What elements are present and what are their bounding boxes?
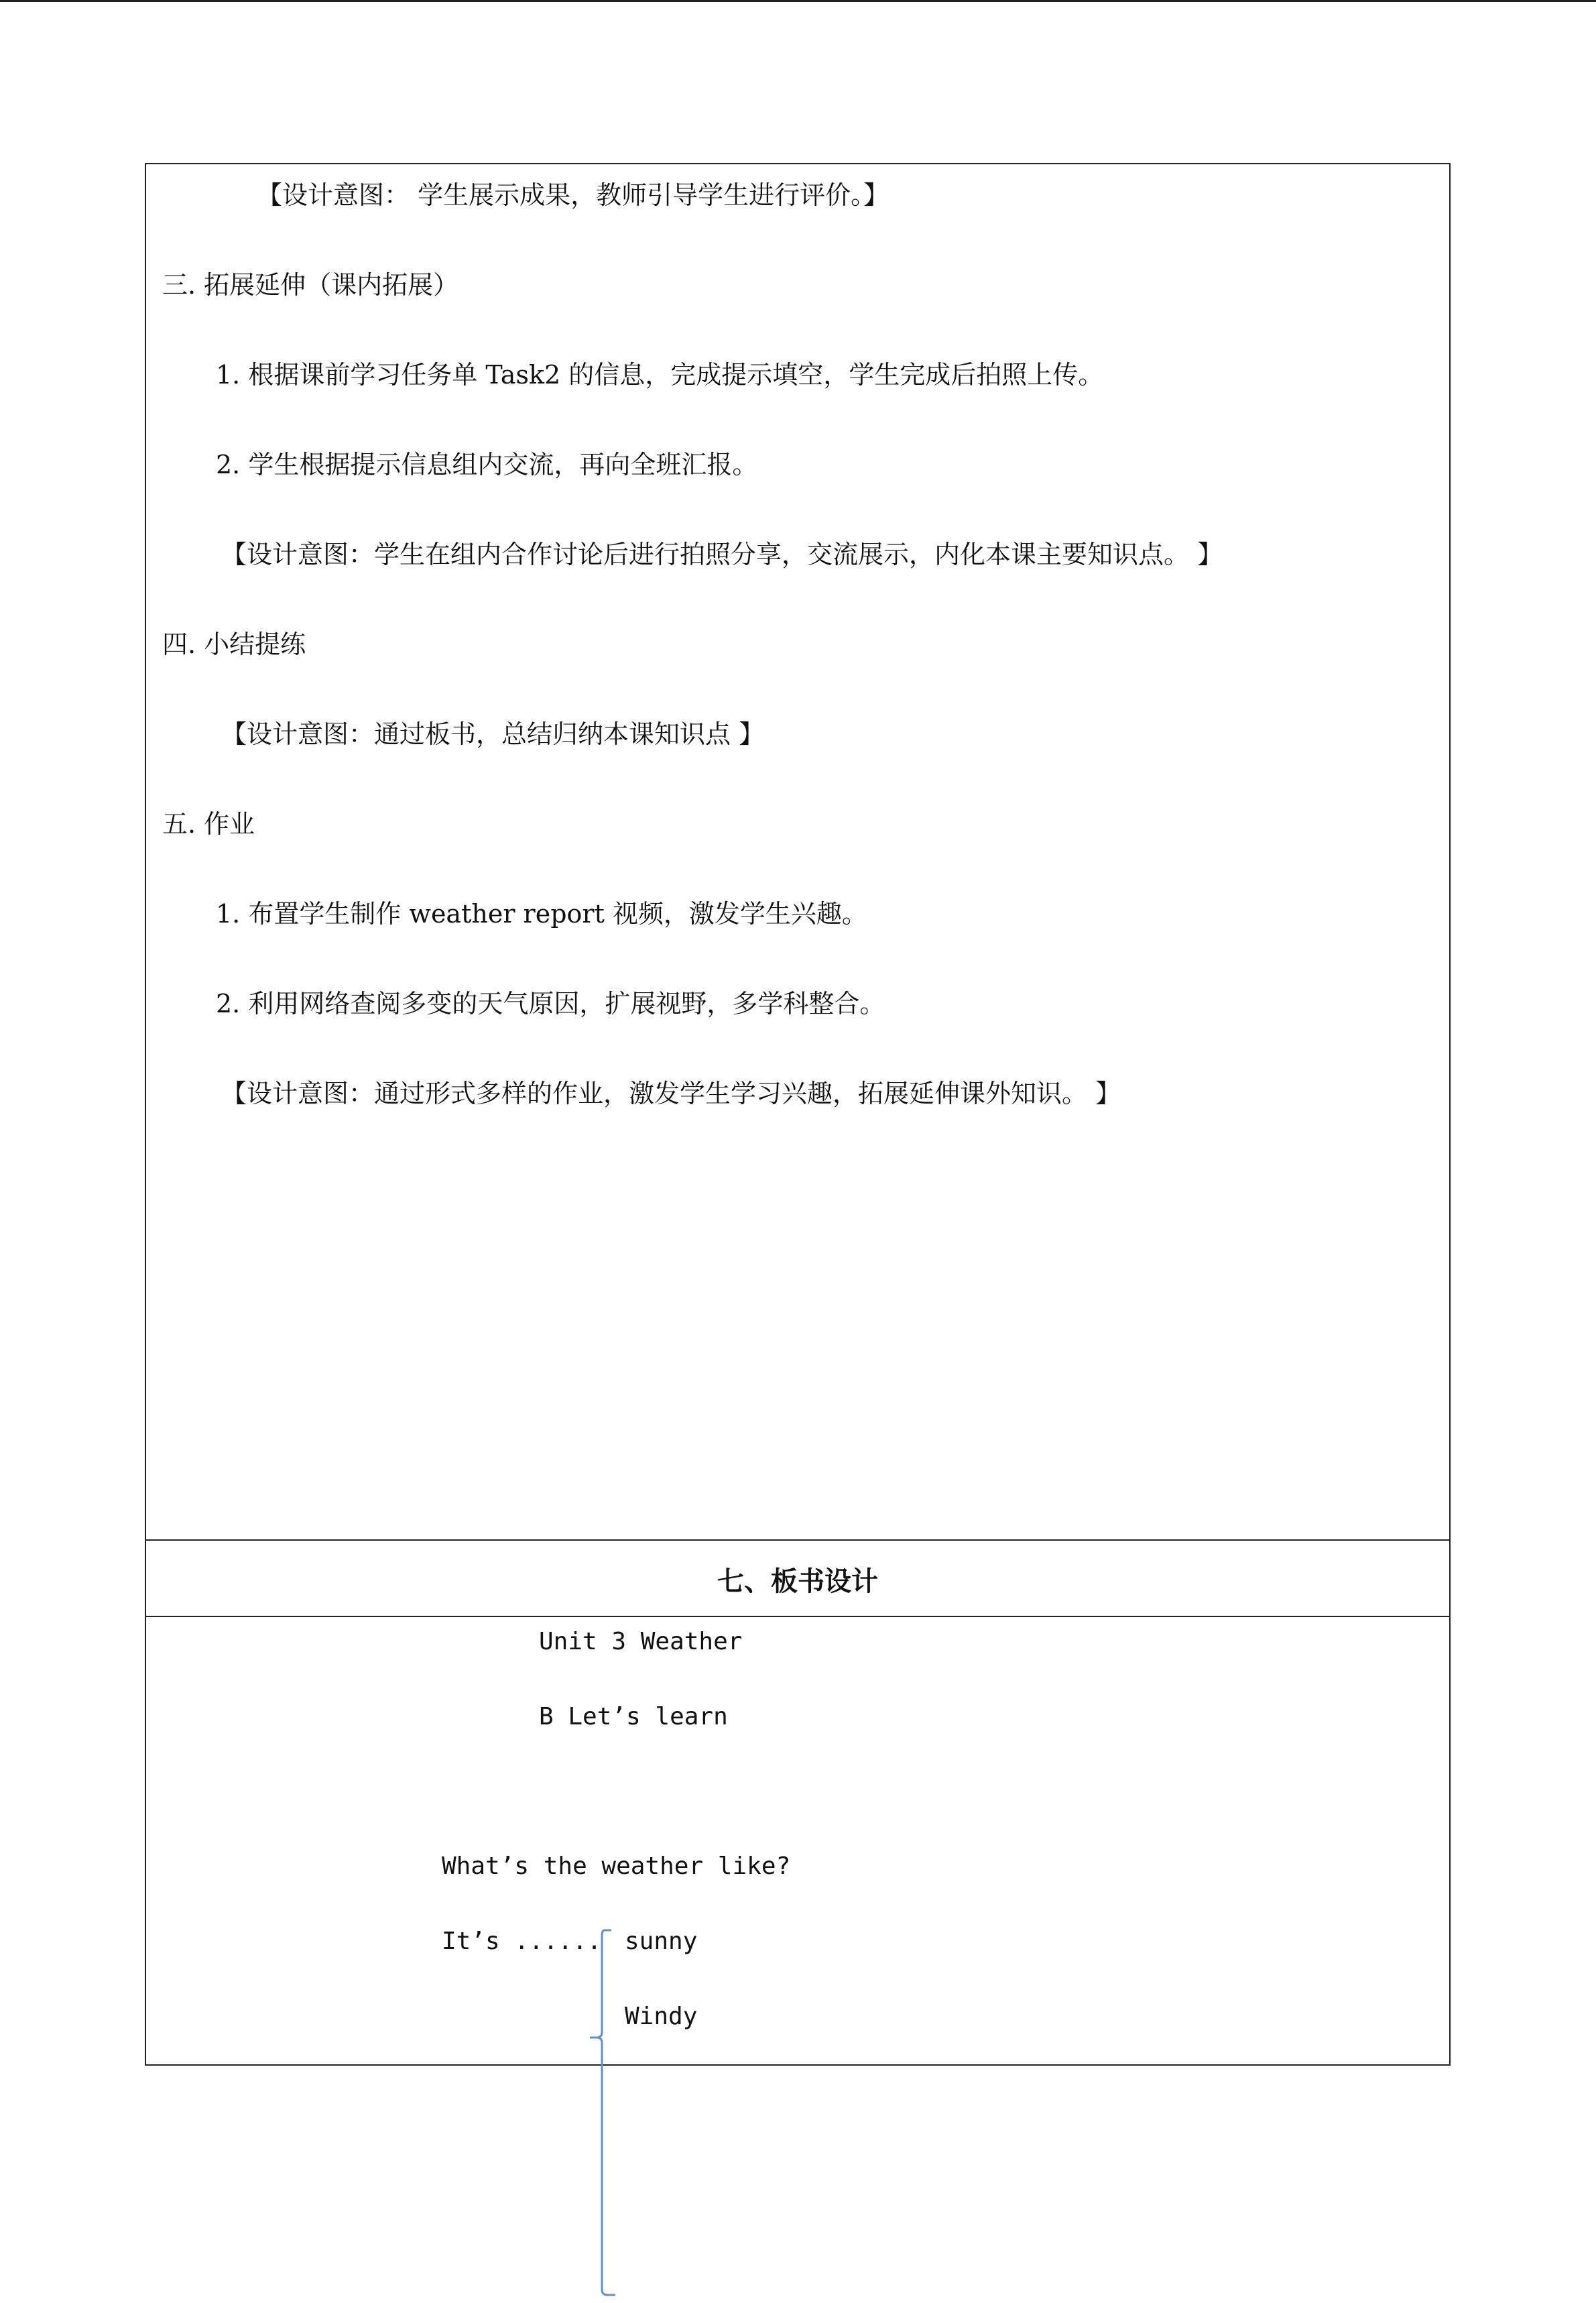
board-option-sunny: sunny (625, 1928, 698, 1955)
board-lesson-title: B Let’s learn (539, 1703, 728, 1730)
section5-intent: 【设计意图：通过形式多样的作业，激发学生学习兴趣，拓展延伸课外知识。 】 (221, 1079, 1121, 1108)
section4-heading: 四. 小结提练 (162, 630, 306, 659)
curly-brace-icon (589, 1928, 629, 2303)
board-answer-prefix: It’s ...... (442, 1928, 602, 1955)
board-unit-title: Unit 3 Weather (539, 1628, 743, 1655)
intent-showcase: 【设计意图： 学生展示成果，教师引导学生进行评价。】 (257, 180, 889, 210)
lesson-plan-table (145, 163, 1451, 2066)
section3-intent: 【设计意图：学生在组内合作讨论后进行拍照分享，交流展示，内化本课主要知识点。 】 (221, 540, 1223, 569)
page-top-border (0, 0, 1596, 2)
section3-item-1: 1. 根据课前学习任务单 Task2 的信息，完成提示填空，学生完成后拍照上传。 (216, 360, 1104, 390)
section3-item-2: 2. 学生根据提示信息组内交流，再向全班汇报。 (216, 450, 758, 479)
board-option-windy: Windy (625, 2003, 698, 2030)
board-question: What’s the weather like? (442, 1852, 791, 1880)
table-row-divider (146, 1539, 1449, 1541)
section5-item-1: 1. 布置学生制作 weather report 视频，激发学生兴趣。 (216, 899, 867, 929)
section5-item-2: 2. 利用网络查阅多变的天气原因，扩展视野，多学科整合。 (216, 989, 885, 1018)
section4-intent: 【设计意图：通过板书，总结归纳本课知识点 】 (221, 719, 765, 749)
table-row-divider (146, 1616, 1449, 1617)
board-design-title: 七、板书设计 (717, 1566, 878, 1597)
section5-heading: 五. 作业 (162, 809, 255, 839)
section3-heading: 三. 拓展延伸（课内拓展） (162, 270, 459, 300)
